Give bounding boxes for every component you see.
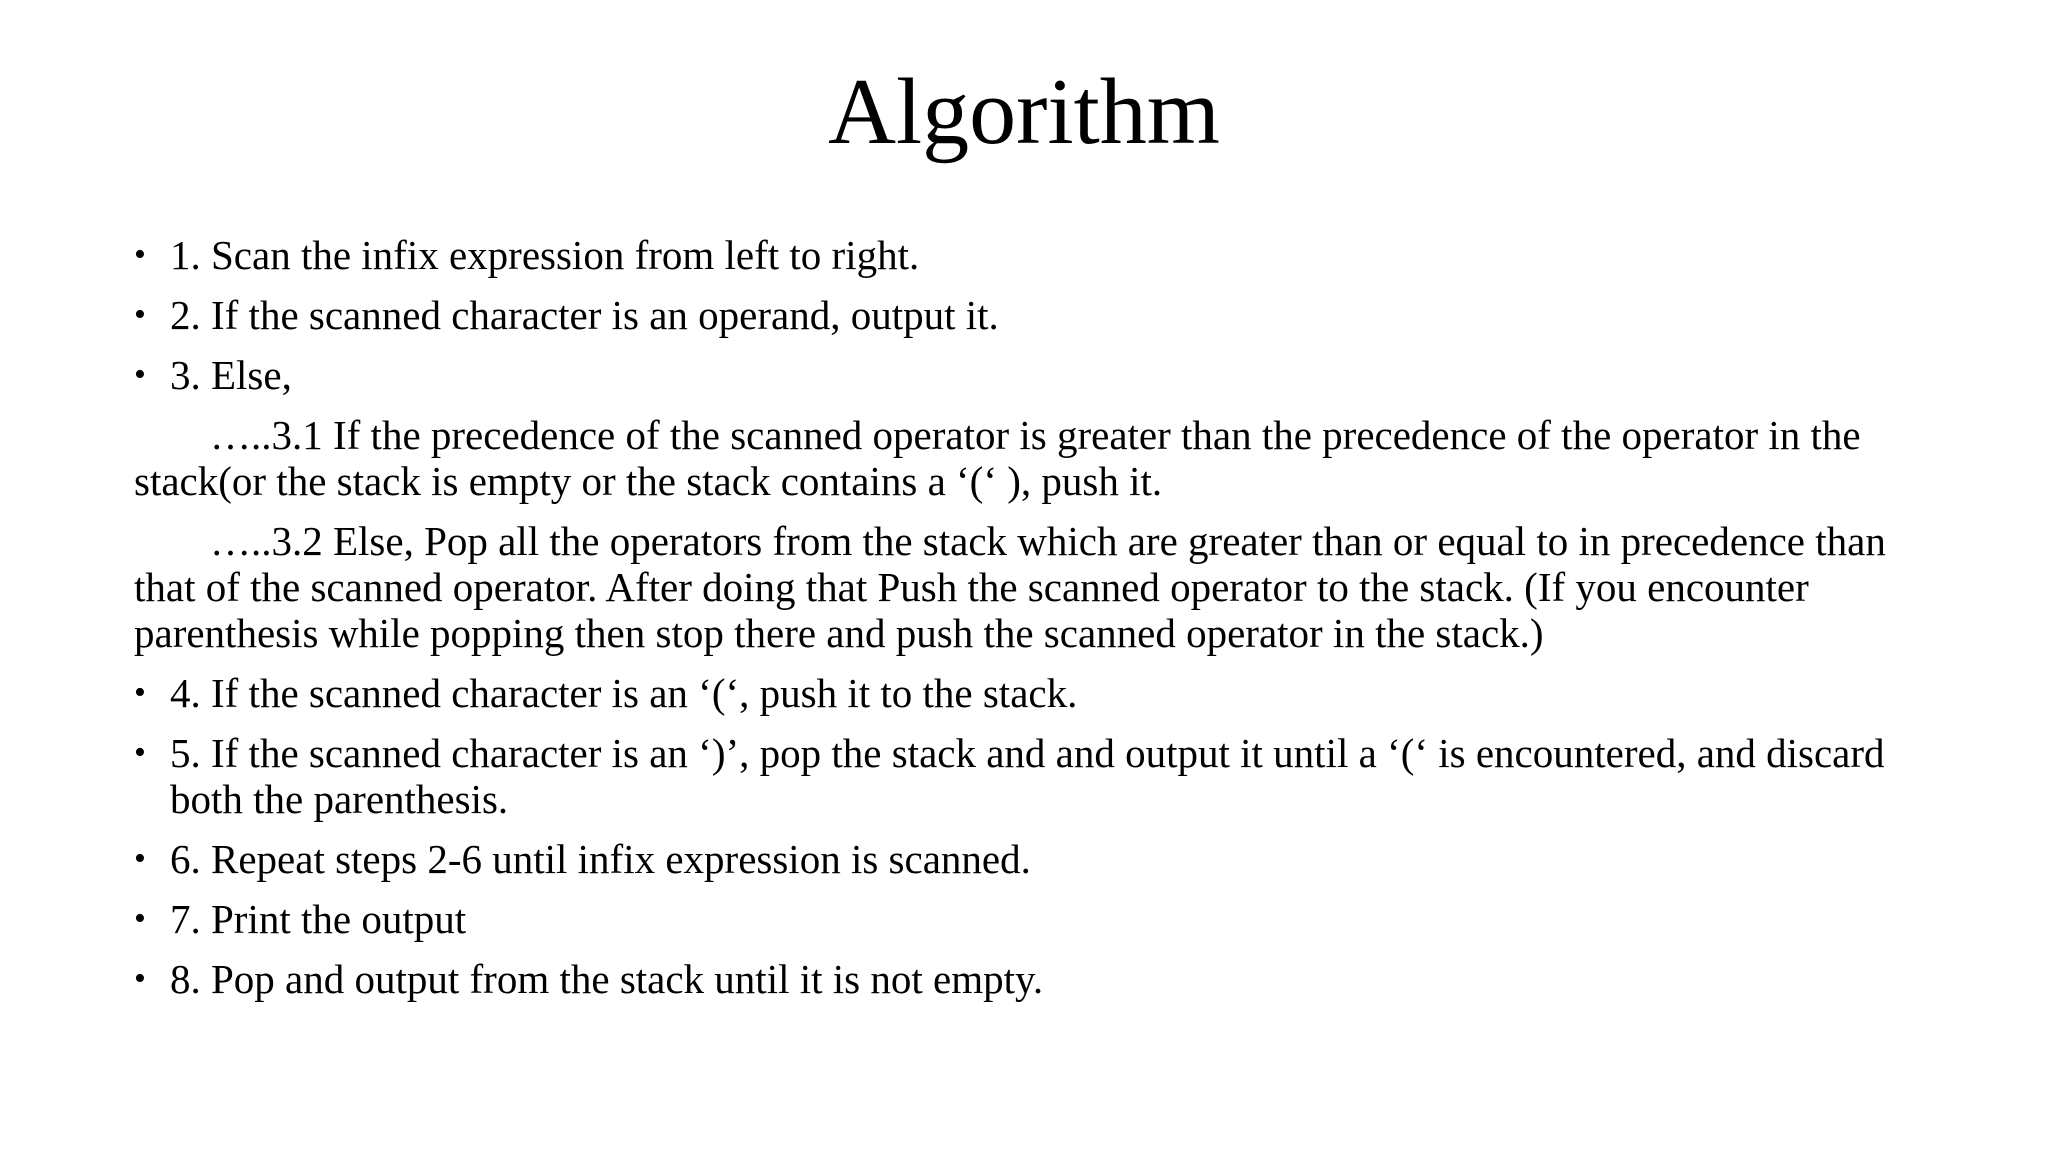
step-item — [134, 292, 1914, 338]
bullet-icon: • — [134, 296, 146, 333]
step-text: 5. If the scanned character is an ‘)’, pop the stack and and output it until a ‘(‘ is encountered, and discard both the parenthesis. — [170, 730, 1885, 822]
bullet-icon: • — [134, 960, 146, 997]
sub-step-item: …..3.2 Else, Pop all the operators from the stack which are greater than or equal to in precedence than that of the scanned operator. After doing that Push the scanned operator to the stack. (If you encounter parenthesis while popping then stop there and push the scanned operator in the stack.) — [134, 518, 1886, 656]
step-item — [134, 956, 1914, 1002]
sub-step-item: …..3.1 If the precedence of the scanned operator is greater than the precedence of the operator in the stack(or the stack is empty or the stack contains a ‘(‘ ), push it. — [134, 412, 1861, 504]
bullet-icon: • — [134, 734, 146, 771]
step-text: 4. If the scanned character is an ‘(‘, push it to the stack. — [170, 670, 1078, 716]
step-text: 1. Scan the infix expression from left to right. — [170, 232, 920, 278]
step-text: 3. Else, — [170, 352, 292, 398]
bullet-icon: • — [134, 236, 146, 273]
step-item — [134, 730, 1914, 822]
step-item — [134, 232, 1914, 278]
step-item — [134, 836, 1914, 882]
bullet-icon: • — [134, 840, 146, 877]
step-text: 2. If the scanned character is an operand, output it. — [170, 292, 999, 338]
step-text: 6. Repeat steps 2-6 until infix expression is scanned. — [170, 836, 1031, 882]
slide-title: Algorithm — [828, 60, 1220, 164]
step-item — [134, 352, 1914, 398]
step-text: 8. Pop and output from the stack until it is not empty. — [170, 956, 1044, 1002]
step-text: 7. Print the output — [170, 896, 467, 942]
step-item — [134, 670, 1914, 716]
bullet-icon: • — [134, 674, 146, 711]
bullet-icon: • — [134, 356, 146, 393]
algorithm-steps — [134, 232, 1914, 1016]
step-item — [134, 896, 1914, 942]
bullet-icon: • — [134, 900, 146, 937]
